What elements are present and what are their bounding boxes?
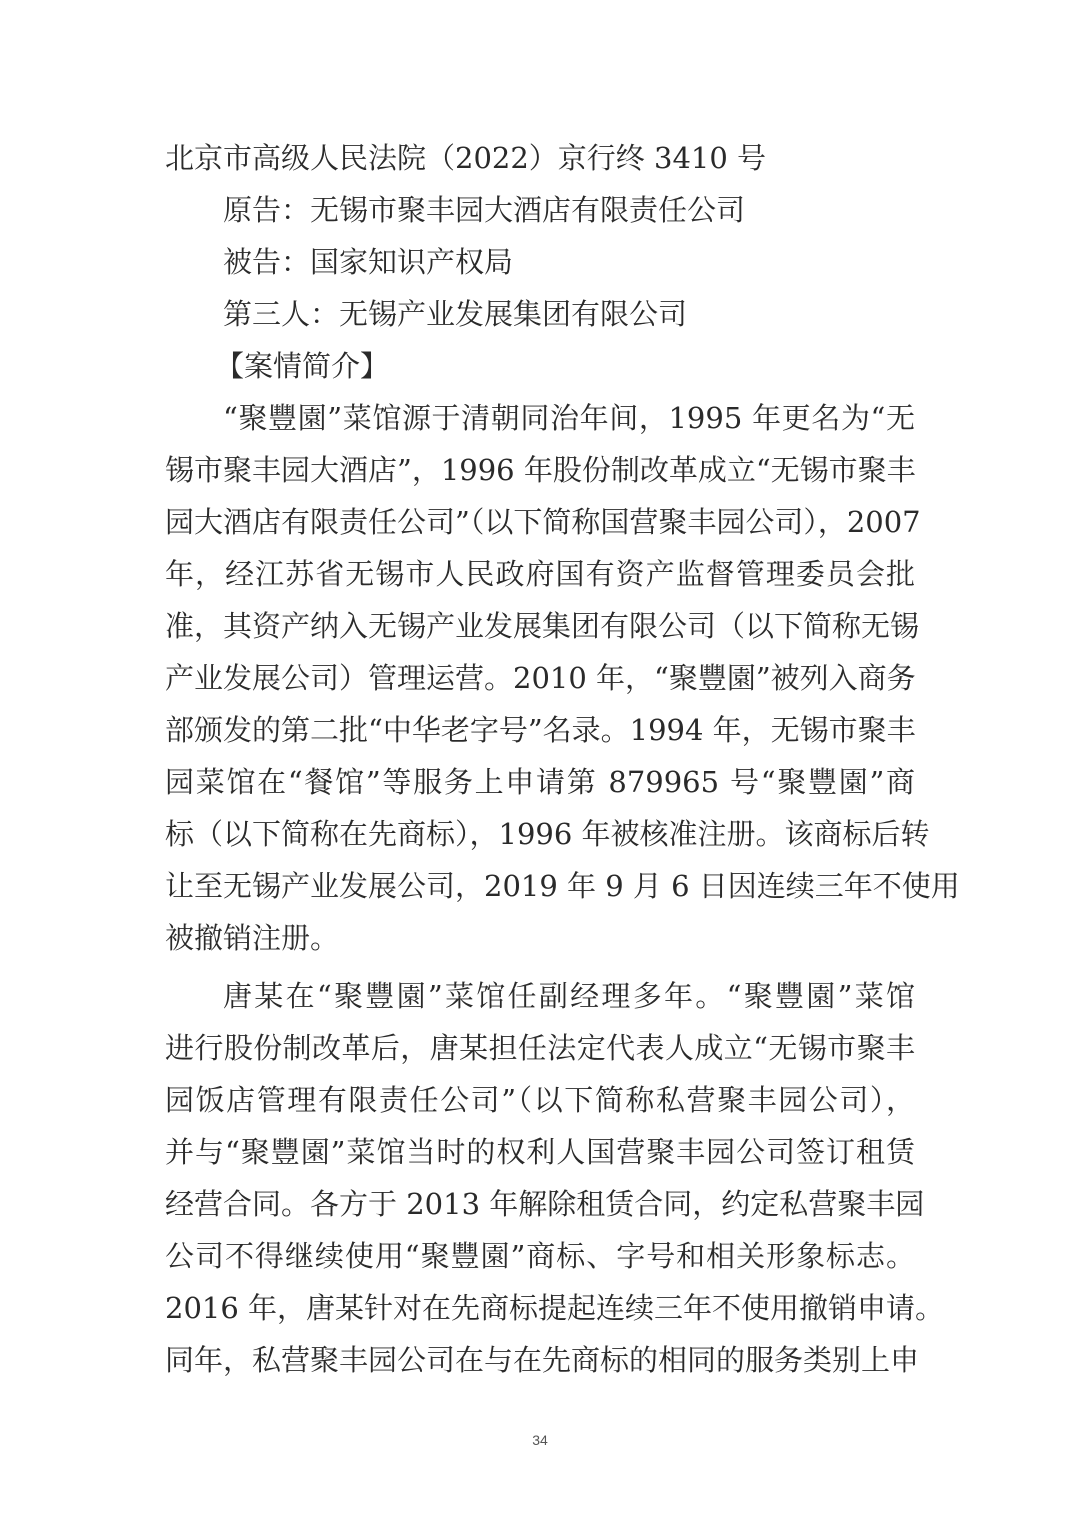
paragraph-line: 让至无锡产业发展公司，2019 年 9 月 6 日因连续三年不使用 [165, 869, 960, 903]
paragraph-line: “聚豐園”菜馆源于清朝同治年间，1995 年更名为“无 [223, 401, 915, 435]
paragraph-line: 部颁发的第二批“中华老字号”名录。1994 年，无锡市聚丰 [165, 713, 916, 747]
paragraph-line: 准，其资产纳入无锡产业发展集团有限公司（以下简称无锡 [165, 609, 920, 643]
paragraph-line: 年，经江苏省无锡市人民政府国有资产监督管理委员会批 [165, 557, 915, 591]
paragraph-line: 园菜馆在“餐馆”等服务上申请第 879965 号“聚豐園”商 [165, 765, 915, 799]
paragraph-line: 公司不得继续使用“聚豐園”商标、字号和相关形象标志。 [165, 1239, 915, 1273]
paragraph-line: 被撤销注册。 [165, 921, 340, 955]
paragraph-line: 唐某在“聚豐園”菜馆任副经理多年。“聚豐園”菜馆 [223, 979, 915, 1013]
paragraph-line: 并与“聚豐園”菜馆当时的权利人国营聚丰园公司签订租赁 [165, 1135, 915, 1169]
paragraph-line: 园大酒店有限责任公司”（以下简称国营聚丰园公司），2007 [165, 505, 921, 539]
paragraph-line: 标（以下简称在先商标），1996 年被核准注册。该商标后转 [165, 817, 930, 851]
court-case-number: 北京市高级人民法院（2022）京行终 3410 号 [165, 141, 767, 175]
paragraph-line: 产业发展公司）管理运营。2010 年，“聚豐園”被列入商务 [165, 661, 916, 695]
section-heading: 【案情简介】 [215, 349, 390, 383]
paragraph-line: 经营合同。各方于 2013 年解除租赁合同，约定私营聚丰园 [165, 1187, 925, 1221]
document-body [165, 132, 960, 1386]
paragraph-line: 园饭店管理有限责任公司”（以下简称私营聚丰园公司）， [165, 1083, 915, 1117]
paragraph-line: 2016 年，唐某针对在先商标提起连续三年不使用撤销申请。 [165, 1291, 945, 1325]
paragraph-line: 进行股份制改革后，唐某担任法定代表人成立“无锡市聚丰 [165, 1031, 915, 1065]
page-number: 34 [532, 1432, 548, 1448]
case-paragraph-2 [165, 970, 945, 1386]
case-paragraph-1 [165, 392, 960, 964]
third-party-line: 第三人：无锡产业发展集团有限公司 [223, 297, 688, 331]
defendant-line: 被告：国家知识产权局 [223, 245, 514, 279]
plaintiff-line: 原告：无锡市聚丰园大酒店有限责任公司 [223, 193, 746, 227]
paragraph-line: 同年，私营聚丰园公司在与在先商标的相同的服务类别上申 [165, 1343, 920, 1377]
paragraph-line: 锡市聚丰园大酒店”，1996 年股份制改革成立“无锡市聚丰 [165, 453, 916, 487]
